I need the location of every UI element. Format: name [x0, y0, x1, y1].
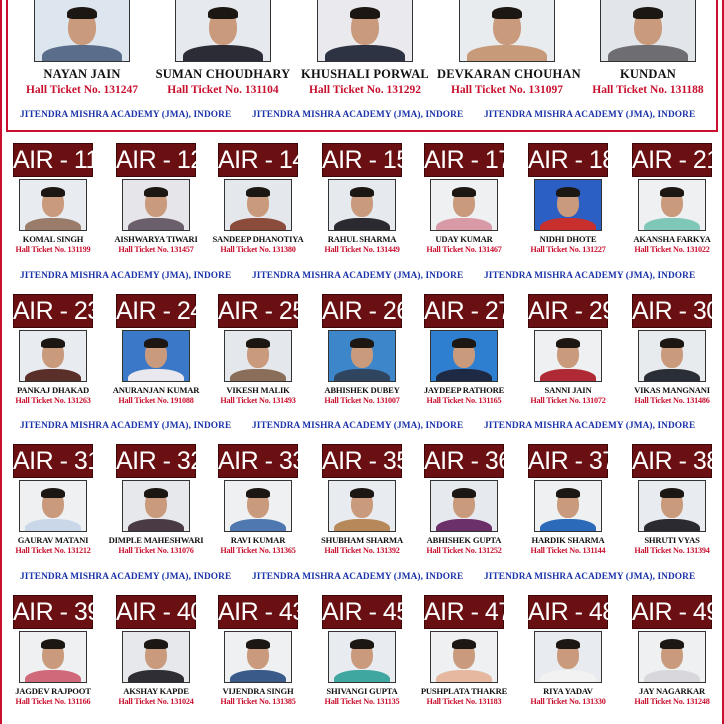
air-rank-badge: AIR - 24 [116, 294, 196, 328]
hall-ticket-number: Hall Ticket No. 131457 [118, 245, 194, 254]
hair-shape [350, 488, 374, 498]
air-rank-badge: AIR - 45 [322, 595, 402, 629]
air-rank-badge: AIR - 23 [13, 294, 93, 328]
hall-ticket-number: Hall Ticket No. 131144 [530, 546, 606, 555]
shirt-shape [128, 670, 184, 683]
hair-shape [556, 639, 580, 649]
hall-ticket-number: Hall Ticket No. 131493 [220, 396, 296, 405]
shirt-shape [334, 519, 390, 532]
academy-strip [0, 572, 724, 586]
student-name: AKANSHA FARKYA [633, 234, 711, 244]
student-name: KHUSHALI PORWAL [301, 67, 429, 81]
student-photo [19, 330, 87, 382]
hall-ticket-number: Hall Ticket No. 131183 [426, 697, 502, 706]
student-name: UDAY KUMAR [435, 234, 493, 244]
air-rank-badge: AIR - 43 [218, 595, 298, 629]
hall-ticket-number: Hall Ticket No. 131449 [324, 245, 400, 254]
hall-ticket-number: Hall Ticket No. 131380 [220, 245, 296, 254]
shirt-shape [467, 45, 547, 62]
rank-card [108, 595, 204, 706]
rank-card [520, 294, 616, 405]
shirt-shape [540, 519, 596, 532]
air-rank-badge: AIR - 38 [632, 444, 712, 478]
student-photo [122, 330, 190, 382]
student-name: AKSHAY KAPDE [123, 686, 189, 696]
air-rank-badge: AIR - 27 [424, 294, 504, 328]
hair-shape [208, 7, 238, 19]
hair-shape [660, 639, 684, 649]
academy-strip [0, 271, 724, 285]
student-name: SHRUTI VYAS [644, 535, 700, 545]
hair-shape [246, 187, 270, 197]
air-rank-badge: AIR - 14 [218, 143, 298, 177]
student-photo [638, 330, 706, 382]
student-photo [224, 330, 292, 382]
hair-shape [144, 187, 168, 197]
shirt-shape [128, 218, 184, 231]
air-rank-badge: AIR - 25 [218, 294, 298, 328]
student-name: SANNI JAIN [544, 385, 592, 395]
student-photo [224, 631, 292, 683]
rank-card [210, 444, 306, 555]
academy-name: JITENDRA MISHRA ACADEMY (JMA), INDORE [252, 421, 464, 431]
rank-card [314, 294, 410, 405]
student-name: DIMPLE MAHESHWARI [108, 535, 204, 545]
hall-ticket-number: Hall Ticket No. 131392 [324, 546, 400, 555]
academy-name: JITENDRA MISHRA ACADEMY (JMA), INDORE [484, 110, 696, 120]
hall-ticket-number: Hall Ticket No. 131076 [118, 546, 194, 555]
rank-card [210, 294, 306, 405]
air-rank-badge: AIR - 29 [528, 294, 608, 328]
hair-shape [452, 338, 476, 348]
rank-card [108, 444, 204, 555]
shirt-shape [644, 519, 700, 532]
student-name: RIYA YADAV [543, 686, 593, 696]
hair-shape [41, 488, 65, 498]
shirt-shape [230, 519, 286, 532]
student-name: ABHISHEK GUPTA [426, 535, 502, 545]
hair-shape [452, 187, 476, 197]
hair-shape [41, 639, 65, 649]
hall-ticket-number: Hall Ticket No. 131007 [324, 396, 400, 405]
hair-shape [492, 7, 522, 19]
shirt-shape [230, 670, 286, 683]
hall-ticket-number: Hall Ticket No. 131188 [592, 84, 704, 96]
air-rank-badge: AIR - 32 [116, 444, 196, 478]
rank-card [314, 595, 410, 706]
shirt-shape [608, 45, 688, 62]
shirt-shape [230, 218, 286, 231]
shirt-shape [25, 218, 81, 231]
rank-card [210, 595, 306, 706]
shirt-shape [183, 45, 263, 62]
hair-shape [556, 488, 580, 498]
student-photo [224, 480, 292, 532]
air-rank-badge: AIR - 49 [632, 595, 712, 629]
hair-shape [41, 338, 65, 348]
hall-ticket-number: Hall Ticket No. 131252 [426, 546, 502, 555]
rank-card [5, 143, 101, 254]
hall-ticket-number: Hall Ticket No. 131248 [634, 697, 710, 706]
rank-card [624, 294, 720, 405]
hall-ticket-number: Hall Ticket No. 131263 [15, 396, 91, 405]
rank-card [5, 595, 101, 706]
student-name: RAVI KUMAR [230, 535, 286, 545]
student-name: SHUBHAM SHARMA [321, 535, 403, 545]
rank-card [416, 444, 512, 555]
student-name: NIDHI DHOTE [539, 234, 597, 244]
rank-card [416, 143, 512, 254]
topper-card [578, 0, 718, 96]
air-rank-badge: AIR - 18 [528, 143, 608, 177]
shirt-shape [325, 45, 405, 62]
hall-ticket-number: Hall Ticket No. 131212 [15, 546, 91, 555]
rank-card [210, 143, 306, 254]
student-photo [19, 631, 87, 683]
hall-ticket-number: Hall Ticket No. 131024 [118, 697, 194, 706]
hair-shape [660, 488, 684, 498]
shirt-shape [334, 369, 390, 382]
topper-photo [34, 0, 130, 62]
student-name: ANURANJAN KUMAR [112, 385, 200, 395]
hair-shape [246, 488, 270, 498]
academy-name: JITENDRA MISHRA ACADEMY (JMA), INDORE [252, 110, 464, 120]
air-rank-badge: AIR - 37 [528, 444, 608, 478]
hall-ticket-number: Hall Ticket No. 131166 [15, 697, 91, 706]
student-name: PUSHPLATA THAKRE [420, 686, 508, 696]
air-rank-badge: AIR - 30 [632, 294, 712, 328]
hair-shape [350, 187, 374, 197]
student-name: AISHWARYA TIWARI [114, 234, 198, 244]
hall-ticket-number: Hall Ticket No. 131104 [167, 84, 279, 96]
shirt-shape [540, 670, 596, 683]
shirt-shape [128, 519, 184, 532]
academy-name: JITENDRA MISHRA ACADEMY (JMA), INDORE [484, 421, 696, 431]
air-rank-badge: AIR - 21 [632, 143, 712, 177]
shirt-shape [644, 218, 700, 231]
shirt-shape [42, 45, 122, 62]
hall-ticket-number: Hall Ticket No. 131199 [15, 245, 91, 254]
air-rank-badge: AIR - 31 [13, 444, 93, 478]
rank-card [624, 143, 720, 254]
air-rank-badge: AIR - 15 [322, 143, 402, 177]
topper-card [295, 0, 435, 96]
hair-shape [556, 338, 580, 348]
student-name: HARDIK SHARMA [531, 535, 605, 545]
hair-shape [452, 488, 476, 498]
academy-strip [0, 421, 724, 435]
student-photo [430, 631, 498, 683]
rank-card [624, 595, 720, 706]
rank-card [416, 294, 512, 405]
air-rank-badge: AIR - 48 [528, 595, 608, 629]
rank-card [624, 444, 720, 555]
rank-card [5, 444, 101, 555]
student-photo [430, 480, 498, 532]
air-rank-badge: AIR - 26 [322, 294, 402, 328]
student-name: VIKESH MALIK [226, 385, 290, 395]
rank-card [314, 143, 410, 254]
student-name: NAYAN JAIN [43, 67, 121, 81]
student-name: VIJENDRA SINGH [222, 686, 294, 696]
hair-shape [144, 639, 168, 649]
topper-photo [600, 0, 696, 62]
hair-shape [350, 7, 380, 19]
student-photo [328, 631, 396, 683]
hall-ticket-number: Hall Ticket No. 131385 [220, 697, 296, 706]
shirt-shape [230, 369, 286, 382]
academy-name: JITENDRA MISHRA ACADEMY (JMA), INDORE [20, 421, 232, 431]
hair-shape [350, 639, 374, 649]
student-name: VIKAS MANGNANI [634, 385, 710, 395]
rank-card [314, 444, 410, 555]
shirt-shape [25, 369, 81, 382]
shirt-shape [334, 670, 390, 683]
hall-ticket-number: Hall Ticket No. 131227 [530, 245, 606, 254]
air-rank-badge: AIR - 11 [13, 143, 93, 177]
student-name: KUNDAN [619, 67, 677, 81]
topper-photo [317, 0, 413, 62]
topper-card [153, 0, 293, 96]
hair-shape [41, 187, 65, 197]
student-photo [122, 179, 190, 231]
hair-shape [246, 338, 270, 348]
hair-shape [350, 338, 374, 348]
student-photo [534, 179, 602, 231]
hall-ticket-number: Hall Ticket No. 131330 [530, 697, 606, 706]
rank-card [5, 294, 101, 405]
shirt-shape [540, 369, 596, 382]
student-photo [534, 631, 602, 683]
hall-ticket-number: Hall Ticket No. 131467 [426, 245, 502, 254]
topper-card [437, 0, 581, 96]
student-name: JAGDEV RAJPOOT [15, 686, 91, 696]
academy-name: JITENDRA MISHRA ACADEMY (JMA), INDORE [20, 110, 232, 120]
rank-card [108, 143, 204, 254]
student-photo [19, 179, 87, 231]
student-photo [224, 179, 292, 231]
student-photo [430, 179, 498, 231]
student-photo [122, 631, 190, 683]
air-rank-badge: AIR - 17 [424, 143, 504, 177]
student-name: SUMAN CHOUDHARY [155, 67, 291, 81]
topper-photo [175, 0, 271, 62]
hair-shape [246, 639, 270, 649]
student-name: SANDEEP DHANOTIYA [212, 234, 304, 244]
student-photo [534, 480, 602, 532]
rank-card [108, 294, 204, 405]
student-name: JAY NAGARKAR [639, 686, 705, 696]
shirt-shape [436, 670, 492, 683]
hair-shape [660, 187, 684, 197]
shirt-shape [436, 369, 492, 382]
academy-name: JITENDRA MISHRA ACADEMY (JMA), INDORE [484, 271, 696, 281]
hall-ticket-number: Hall Ticket No. 131135 [324, 697, 400, 706]
student-name: ABHISHEK DUBEY [324, 385, 400, 395]
academy-name: JITENDRA MISHRA ACADEMY (JMA), INDORE [252, 271, 464, 281]
rank-card [416, 595, 512, 706]
air-rank-badge: AIR - 39 [13, 595, 93, 629]
hair-shape [144, 338, 168, 348]
academy-strip [0, 110, 724, 124]
topper-photo [459, 0, 555, 62]
shirt-shape [128, 369, 184, 382]
air-rank-badge: AIR - 12 [116, 143, 196, 177]
shirt-shape [334, 218, 390, 231]
rank-card [520, 143, 616, 254]
hair-shape [556, 187, 580, 197]
shirt-shape [436, 218, 492, 231]
student-name: KOMAL SINGH [22, 234, 84, 244]
student-name: RAHUL SHARMA [327, 234, 397, 244]
student-photo [19, 480, 87, 532]
student-name: SHIVANGI GUPTA [326, 686, 398, 696]
student-photo [638, 179, 706, 231]
hall-ticket-number: Hall Ticket No. 131022 [634, 245, 710, 254]
student-name: GAURAV MATANI [17, 535, 89, 545]
hair-shape [633, 7, 663, 19]
hair-shape [67, 7, 97, 19]
hall-ticket-number: Hall Ticket No. 131247 [25, 84, 139, 96]
student-photo [122, 480, 190, 532]
hall-ticket-number: Hall Ticket No. 131165 [426, 396, 502, 405]
academy-name: JITENDRA MISHRA ACADEMY (JMA), INDORE [252, 572, 464, 582]
student-photo [328, 330, 396, 382]
academy-name: JITENDRA MISHRA ACADEMY (JMA), INDORE [20, 572, 232, 582]
rank-card [520, 444, 616, 555]
air-rank-badge: AIR - 35 [322, 444, 402, 478]
hall-ticket-number: Hall Ticket No. 131365 [220, 546, 296, 555]
hall-ticket-number: Hall Ticket No. 131486 [634, 396, 710, 405]
hall-ticket-number: Hall Ticket No. 131097 [450, 84, 564, 96]
hair-shape [452, 639, 476, 649]
shirt-shape [25, 519, 81, 532]
student-photo [534, 330, 602, 382]
student-photo [328, 179, 396, 231]
air-rank-badge: AIR - 47 [424, 595, 504, 629]
student-name: DEVKARAN CHOUHAN [437, 67, 581, 81]
student-photo [638, 631, 706, 683]
hall-ticket-number: Hall Ticket No. 131292 [308, 84, 422, 96]
student-photo [430, 330, 498, 382]
air-rank-badge: AIR - 33 [218, 444, 298, 478]
hall-ticket-number: Hall Ticket No. 131072 [530, 396, 606, 405]
academy-name: JITENDRA MISHRA ACADEMY (JMA), INDORE [484, 572, 696, 582]
air-rank-badge: AIR - 40 [116, 595, 196, 629]
topper-card [12, 0, 152, 96]
hall-ticket-number: Hall Ticket No. 131394 [634, 546, 710, 555]
shirt-shape [25, 670, 81, 683]
shirt-shape [540, 218, 596, 231]
student-name: PANKAJ DHAKAD [17, 385, 89, 395]
student-name: JAYDEEP RATHORE [423, 385, 505, 395]
shirt-shape [644, 670, 700, 683]
hall-ticket-number: Hall Ticket No. 191088 [118, 396, 194, 405]
air-rank-badge: AIR - 36 [424, 444, 504, 478]
student-photo [638, 480, 706, 532]
shirt-shape [644, 369, 700, 382]
rank-card [520, 595, 616, 706]
student-photo [328, 480, 396, 532]
hair-shape [660, 338, 684, 348]
hair-shape [144, 488, 168, 498]
shirt-shape [436, 519, 492, 532]
academy-name: JITENDRA MISHRA ACADEMY (JMA), INDORE [20, 271, 232, 281]
